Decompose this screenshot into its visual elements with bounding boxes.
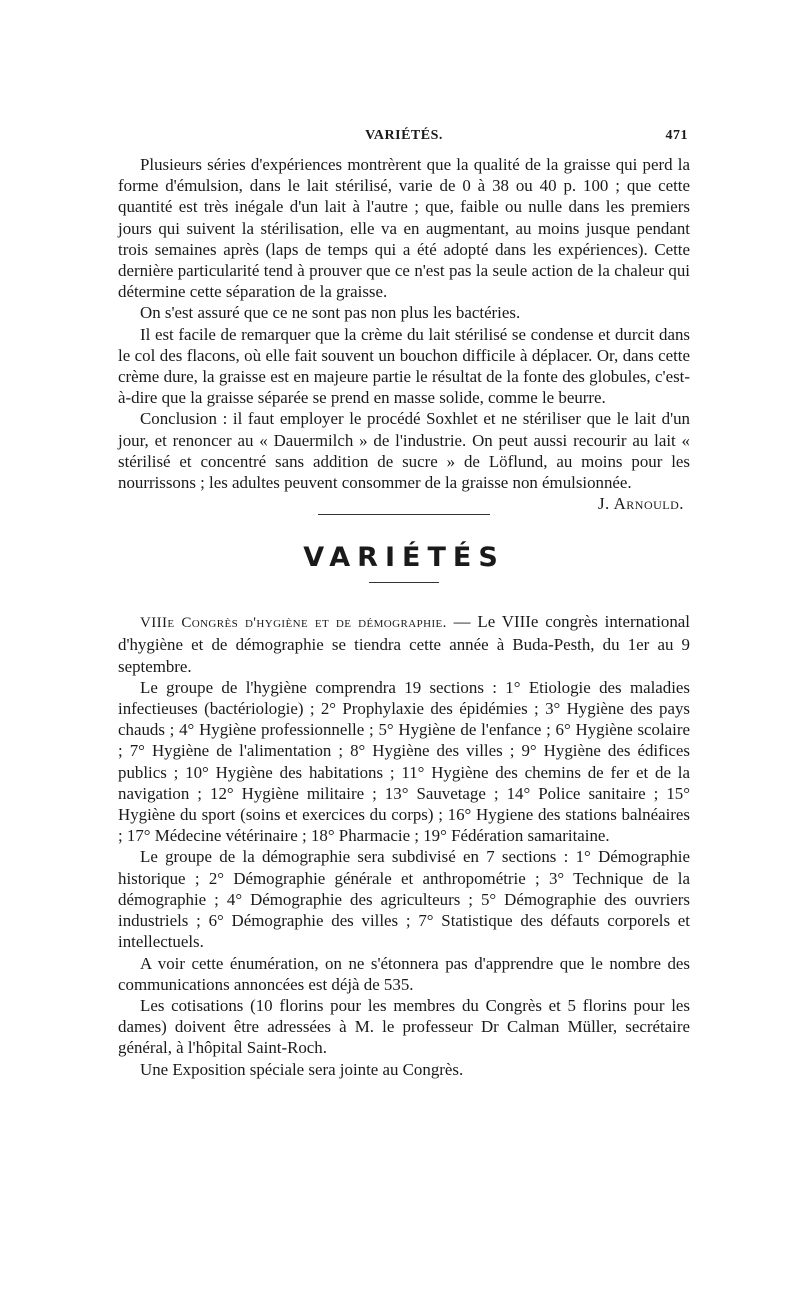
article-heading: VIIIe Congrès d'hygiène et de démographie. xyxy=(140,615,447,632)
paragraph: Une Exposition spéciale sera jointe au Congrès. xyxy=(140,1059,464,1079)
article-lead: — Le VIIIe congrès international d'hygiène et de démographie se tiendra cette année à Buda-Pesth, du 1er au 9 septembre. xyxy=(118,612,690,676)
conclusion-text: Conclusion : il faut employer le procédé Soxhlet et ne stériliser que le lait d'un jour, et renoncer au « Dauermilch » de l'industrie. On peut aussi recourir au lait « stérilisé et concentré sans addition de sucre » de Löflund, au moins pour les nourrissons ; les adultes peuvent consommer de la graisse non émulsionnée. xyxy=(118,409,690,493)
paragraph-conclusion xyxy=(118,408,690,514)
title-underline xyxy=(369,582,439,583)
running-title: VARIÉTÉS. xyxy=(365,128,443,143)
paragraph: Il est facile de remarquer que la crème du lait stérilisé se condense et durcit dans le col des flacons, où elle fait souvent un bouchon difficile à déplacer. Or, dans cette crème dure, la graisse est en majeure partie le résultat de la fonte des globules, c'est-à-dire que la graisse séparée se prend en masse solide, comme le beurre. xyxy=(118,324,690,408)
section-title: VARIÉTÉS xyxy=(303,542,505,574)
paragraph: A voir cette énumération, on ne s'étonnera pas d'apprendre que le nombre des communications annoncées est déjà de 535. xyxy=(118,953,690,994)
article xyxy=(118,611,690,1079)
page-number: 471 xyxy=(665,128,688,143)
previous-article xyxy=(118,154,690,514)
paragraph: Les cotisations (10 florins pour les membres du Congrès et 5 florins pour les dames) doivent être adressées à M. le professeur Dr Calman Müller, secrétaire général, à l'hôpital Saint-Roch. xyxy=(118,995,690,1058)
article-lead-paragraph xyxy=(118,611,690,677)
paragraph: Le groupe de l'hygiène comprendra 19 sections : 1° Etiologie des maladies infectieuses (bactériologie) ; 2° Prophylaxie des épidémies ; 3° Hygiène des pays chauds ; 4° Hygiène professionnelle ; 5° Hygiène de l'enfance ; 6° Hygiène scolaire ; 7° Hygiène de l'alimentation ; 8° Hygiène des villes ; 9° Hygiène des édifices publics ; 10° Hygiène des habitations ; 11° Hygiène des chemins de fer et de la navigation ; 12° Hygiène militaire ; 13° Sauvetage ; 14° Police sanitaire ; 15° Hygiène du sport (soins et exercices du corps) ; 16° Hygiene des stations balnéaires ; 17° Médecine vétérinaire ; 18° Pharmacie ; 19° Fédération samaritaine. xyxy=(118,677,690,846)
author-signature: J. Arnould. xyxy=(597,494,684,514)
running-head xyxy=(118,128,690,154)
page xyxy=(118,128,690,1080)
paragraph: Plusieurs séries d'expériences montrèrent que la qualité de la graisse qui perd la forme d'émulsion, dans le lait stérilisé, varie de 0 à 38 ou 40 p. 100 ; que cette quantité est très inégale d'un lait à l'autre ; que, faible ou nulle dans les premiers jours qui suivent la stérilisation, elle va en augmentant, au moins jusque pendant trois semaines après (laps de temps qui a été adopté dans les expériences). Cette dernière particularité tend à prouver que ce n'est pas la seule action de la chaleur qui détermine cette séparation de la graisse. xyxy=(118,155,690,302)
section-divider xyxy=(318,514,490,515)
paragraph: On s'est assuré que ce ne sont pas non plus les bactéries. xyxy=(140,303,521,323)
paragraph: Le groupe de la démographie sera subdivisé en 7 sections : 1° Démographie historique ; 2° Démographie générale et anthropométrie ; 3° Technique de la démographie ; 4° Démographie des agriculteurs ; 5° Démographie des ouvriers industriels ; 6° Démographie des villes ; 7° Statistique des défauts corporels et intellectuels. xyxy=(118,847,690,952)
